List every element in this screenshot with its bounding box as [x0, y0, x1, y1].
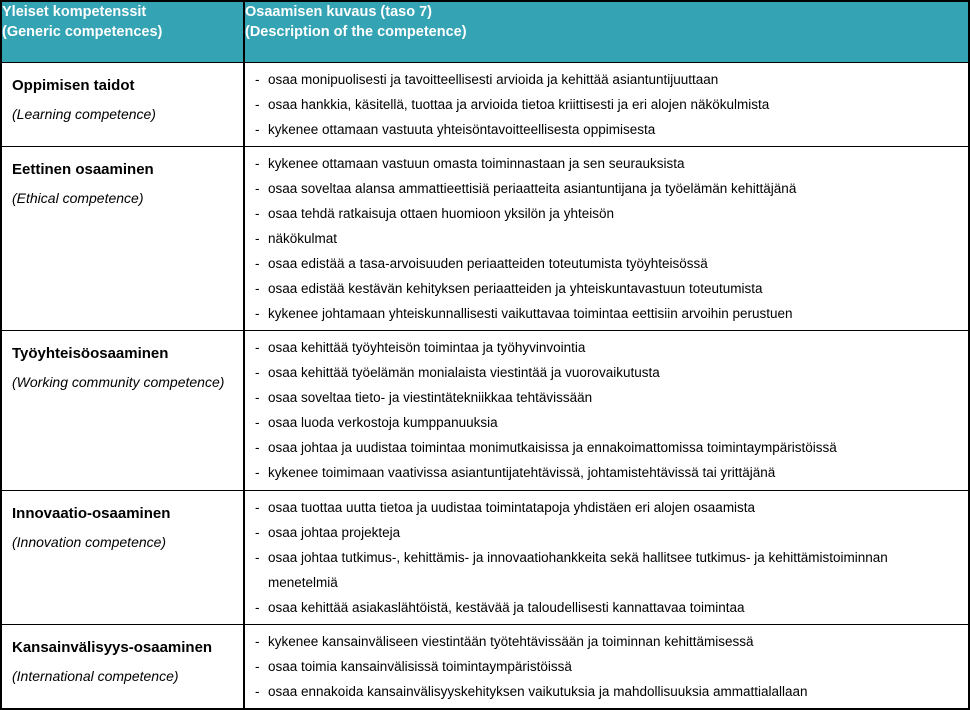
competence-name-cell — [1, 330, 244, 490]
bullet-text: kykenee ottamaan vastuuta yhteisöntavoitteellisesta oppimisesta — [268, 121, 656, 137]
table-row-ethical — [1, 146, 969, 330]
header-competence-description — [244, 1, 969, 62]
competence-description-cell — [244, 146, 969, 330]
bullet-item — [255, 176, 920, 201]
bullet-text: osaa monipuolisesti ja tavoitteellisesti arvioida ja kehittää asiantuntijuuttaan — [268, 71, 719, 87]
dash-marker: - — [255, 414, 260, 430]
bullet-text: osaa soveltaa alansa ammattieettisiä periaatteita asiantuntijana ja työelämän kehittäjänä — [268, 180, 797, 196]
bullet-item — [255, 151, 920, 176]
dash-marker: - — [255, 658, 260, 674]
bullet-item — [255, 226, 920, 251]
competence-name-cell — [1, 624, 244, 709]
bullet-text: kykenee toimimaan vaativissa asiantuntijatehtävissä, johtamistehtävissä tai yrittäjänä — [268, 464, 776, 480]
bullet-item — [255, 92, 920, 117]
bullet-text: osaa hankkia, käsitellä, tuottaa ja arvioida tietoa kriittisesti ja eri alojen näkökulmista — [268, 96, 770, 112]
bullet-text: osaa tuottaa uutta tietoa ja uudistaa toimintatapoja yhdistäen eri alojen osaamista — [268, 499, 756, 515]
dash-marker: - — [255, 439, 260, 455]
dash-marker: - — [255, 364, 260, 380]
bullet-item — [255, 545, 920, 595]
competence-subtitle: (Working community competence) — [12, 373, 225, 390]
competence-name-cell — [1, 146, 244, 330]
dash-marker: - — [255, 599, 260, 615]
bullet-item — [255, 520, 920, 545]
dash-marker: - — [255, 549, 260, 565]
dash-marker: - — [255, 524, 260, 540]
table-header — [1, 1, 969, 62]
competence-subtitle: (Ethical competence) — [12, 189, 144, 206]
bullet-item — [255, 201, 920, 226]
bullet-item — [255, 654, 920, 679]
table-row-international — [1, 624, 969, 709]
competence-title: Kansainvälisyys-osaaminen — [12, 638, 213, 656]
bullet-item — [255, 251, 920, 276]
bullet-text: osaa tehdä ratkaisuja ottaen huomioon yksilön ja yhteisön — [268, 205, 614, 221]
bullet-item — [255, 460, 920, 485]
competence-name-cell — [1, 62, 244, 146]
header-col1-line2: (Generic competences) — [2, 24, 163, 40]
bullet-text: osaa toimia kansainvälisissä toimintaympäristöissä — [268, 658, 572, 674]
competence-title: Työyhteisöosaaminen — [12, 344, 169, 362]
competence-description-cell — [244, 62, 969, 146]
bullet-list — [255, 629, 920, 704]
bullet-text: osaa edistää kestävän kehityksen periaatteiden ja yhteiskuntavastuun toteutumista — [268, 280, 763, 296]
bullet-text: osaa kehittää työyhteisön toimintaa ja työhyvinvointia — [268, 339, 586, 355]
competence-description-cell — [244, 624, 969, 709]
bullet-text: osaa johtaa projekteja — [268, 524, 401, 540]
dash-marker: - — [255, 155, 260, 171]
header-generic-competences — [1, 1, 244, 62]
bullet-list — [255, 495, 920, 620]
dash-marker: - — [255, 389, 260, 405]
dash-marker: - — [255, 464, 260, 480]
bullet-list — [255, 335, 920, 485]
table-row-working-community — [1, 330, 969, 490]
bullet-text: kykenee kansainväliseen viestintään työtehtävissään ja toiminnan kehittämisessä — [268, 633, 754, 649]
dash-marker: - — [255, 121, 260, 137]
bullet-item — [255, 360, 920, 385]
bullet-text: osaa kehittää asiakaslähtöistä, kestävää ja taloudellisesti kannattavaa toimintaa — [268, 599, 745, 615]
table-row-learning — [1, 62, 969, 146]
bullet-text: kykenee ottamaan vastuun omasta toiminnastaan ja sen seurauksista — [268, 155, 685, 171]
header-row — [1, 1, 969, 62]
dash-marker: - — [255, 633, 260, 649]
competence-description-cell — [244, 330, 969, 490]
bullet-text: osaa luoda verkostoja kumppanuuksia — [268, 414, 498, 430]
bullet-list — [255, 67, 920, 142]
table-row-innovation — [1, 490, 969, 624]
bullet-item — [255, 595, 920, 620]
bullet-text: näkökulmat — [268, 230, 338, 246]
competence-description-cell — [244, 490, 969, 624]
bullet-item — [255, 495, 920, 520]
competence-title: Innovaatio-osaaminen — [12, 504, 171, 522]
dash-marker: - — [255, 230, 260, 246]
bullet-text: osaa ennakoida kansainvälisyyskehityksen vaikutuksia ja mahdollisuuksia ammattialallaan — [268, 683, 808, 699]
bullet-item — [255, 410, 920, 435]
bullet-text: osaa johtaa ja uudistaa toimintaa monimutkaisissa ja ennakoimattomissa toimintaympäristöissä — [268, 439, 837, 455]
header-col2-line1: Osaamisen kuvaus (taso 7) — [245, 4, 432, 20]
bullet-item — [255, 385, 920, 410]
bullet-item — [255, 679, 920, 704]
dash-marker: - — [255, 180, 260, 196]
bullet-text: osaa edistää a tasa-arvoisuuden periaatteiden toteutumista työyhteisössä — [268, 255, 708, 271]
bullet-text: osaa kehittää työelämän monialaista viestintää ja vuorovaikutusta — [268, 364, 660, 380]
competence-title: Oppimisen taidot — [12, 76, 135, 94]
header-col2-line2: (Description of the competence) — [245, 24, 467, 40]
bullet-item — [255, 335, 920, 360]
dash-marker: - — [255, 280, 260, 296]
dash-marker: - — [255, 205, 260, 221]
bullet-item — [255, 117, 920, 142]
dash-marker: - — [255, 499, 260, 515]
bullet-text: osaa johtaa tutkimus-, kehittämis- ja innovaatiohankkeita sekä hallitsee tutkimus- ja kehittämistoiminnan menetelmiä — [268, 549, 888, 590]
dash-marker: - — [255, 255, 260, 271]
bullet-item — [255, 629, 920, 654]
dash-marker: - — [255, 339, 260, 355]
table-body — [1, 62, 969, 709]
dash-marker: - — [255, 683, 260, 699]
bullet-item — [255, 435, 920, 460]
bullet-item — [255, 301, 920, 326]
bullet-list — [255, 151, 920, 326]
bullet-item — [255, 276, 920, 301]
competence-title: Eettinen osaaminen — [12, 160, 154, 178]
header-col1-line1: Yleiset kompetenssit — [2, 4, 147, 20]
competence-subtitle: (Learning competence) — [12, 105, 156, 122]
competence-subtitle: (International competence) — [12, 667, 179, 684]
dash-marker: - — [255, 71, 260, 87]
dash-marker: - — [255, 305, 260, 321]
bullet-text: osaa soveltaa tieto- ja viestintätekniikkaa tehtävissään — [268, 389, 593, 405]
bullet-item — [255, 67, 920, 92]
dash-marker: - — [255, 96, 260, 112]
competence-name-cell — [1, 490, 244, 624]
competence-subtitle: (Innovation competence) — [12, 533, 167, 550]
bullet-text: kykenee johtamaan yhteiskunnallisesti vaikuttavaa toimintaa eettisiin arvoihin perustuen — [268, 305, 793, 321]
